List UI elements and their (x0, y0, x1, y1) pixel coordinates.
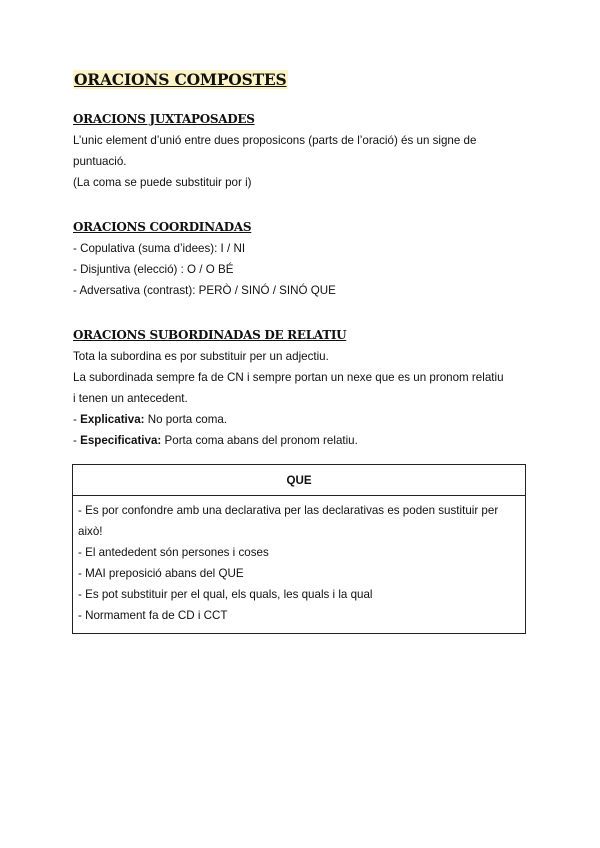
que-row-1a: - Es por confondre amb una declarativa per las declarativas es poden sustituir per (78, 504, 499, 517)
que-row-2: - El antededent són persones i coses (78, 546, 269, 559)
que-table-body (73, 496, 525, 626)
explicativa-label: Explicativa: (80, 413, 145, 426)
juxta-line-3: (La coma se puede substituir por i) (73, 176, 252, 189)
que-row-3: - MAI preposició abans del QUE (78, 567, 244, 580)
que-row-1b: això! (78, 525, 103, 538)
section-heading-coordinadas: ORACIONS COORDINADAS (73, 220, 252, 234)
section-heading-subordinadas: ORACIONS SUBORDINADAS DE RELATIU (73, 328, 347, 342)
juxta-line-1: L’unic element d’unió entre dues proposicons (parts de l’oració) és un signe de (73, 134, 477, 147)
subord-especificativa: - Especificativa: Porta coma abans del pronom relatiu. (73, 434, 358, 447)
section-juxtaposades (73, 111, 533, 193)
section-coordinadas (73, 219, 533, 301)
coord-item-adversativa: - Adversativa (contrast): PERÒ / SINÓ / SINÓ QUE (73, 284, 336, 297)
coord-item-copulativa: - Copulativa (suma d’idees): I / NI (73, 242, 246, 255)
subord-line-1: Tota la subordina es por substituir per un adjectiu. (73, 350, 329, 363)
section-heading-juxtaposades: ORACIONS JUXTAPOSADES (73, 112, 255, 126)
que-row-5: - Normament fa de CD i CCT (78, 609, 228, 622)
que-row-4: - Es pot substituir per el qual, els quals, les quals i la qual (78, 588, 373, 601)
especificativa-text: Porta coma abans del pronom relatiu. (161, 434, 358, 447)
subord-explicativa: - Explicativa: No porta coma. (73, 413, 228, 426)
que-table-header: QUE (73, 465, 525, 496)
explicativa-text: No porta coma. (144, 413, 228, 426)
juxta-line-2: puntuació. (73, 155, 127, 168)
subord-line-2: La subordinada sempre fa de CN i sempre portan un nexe que es un pronom relatiu (73, 371, 504, 384)
subord-line-3: i tenen un antecedent. (73, 392, 188, 405)
section-subordinadas (73, 327, 533, 451)
page-title: ORACIONS COMPOSTES (74, 70, 287, 89)
que-table (72, 464, 526, 634)
document-page (73, 70, 533, 451)
coord-item-disjuntiva: - Disjuntiva (elecció) : O / O BÉ (73, 263, 234, 276)
especificativa-label: Especificativa: (80, 434, 162, 447)
